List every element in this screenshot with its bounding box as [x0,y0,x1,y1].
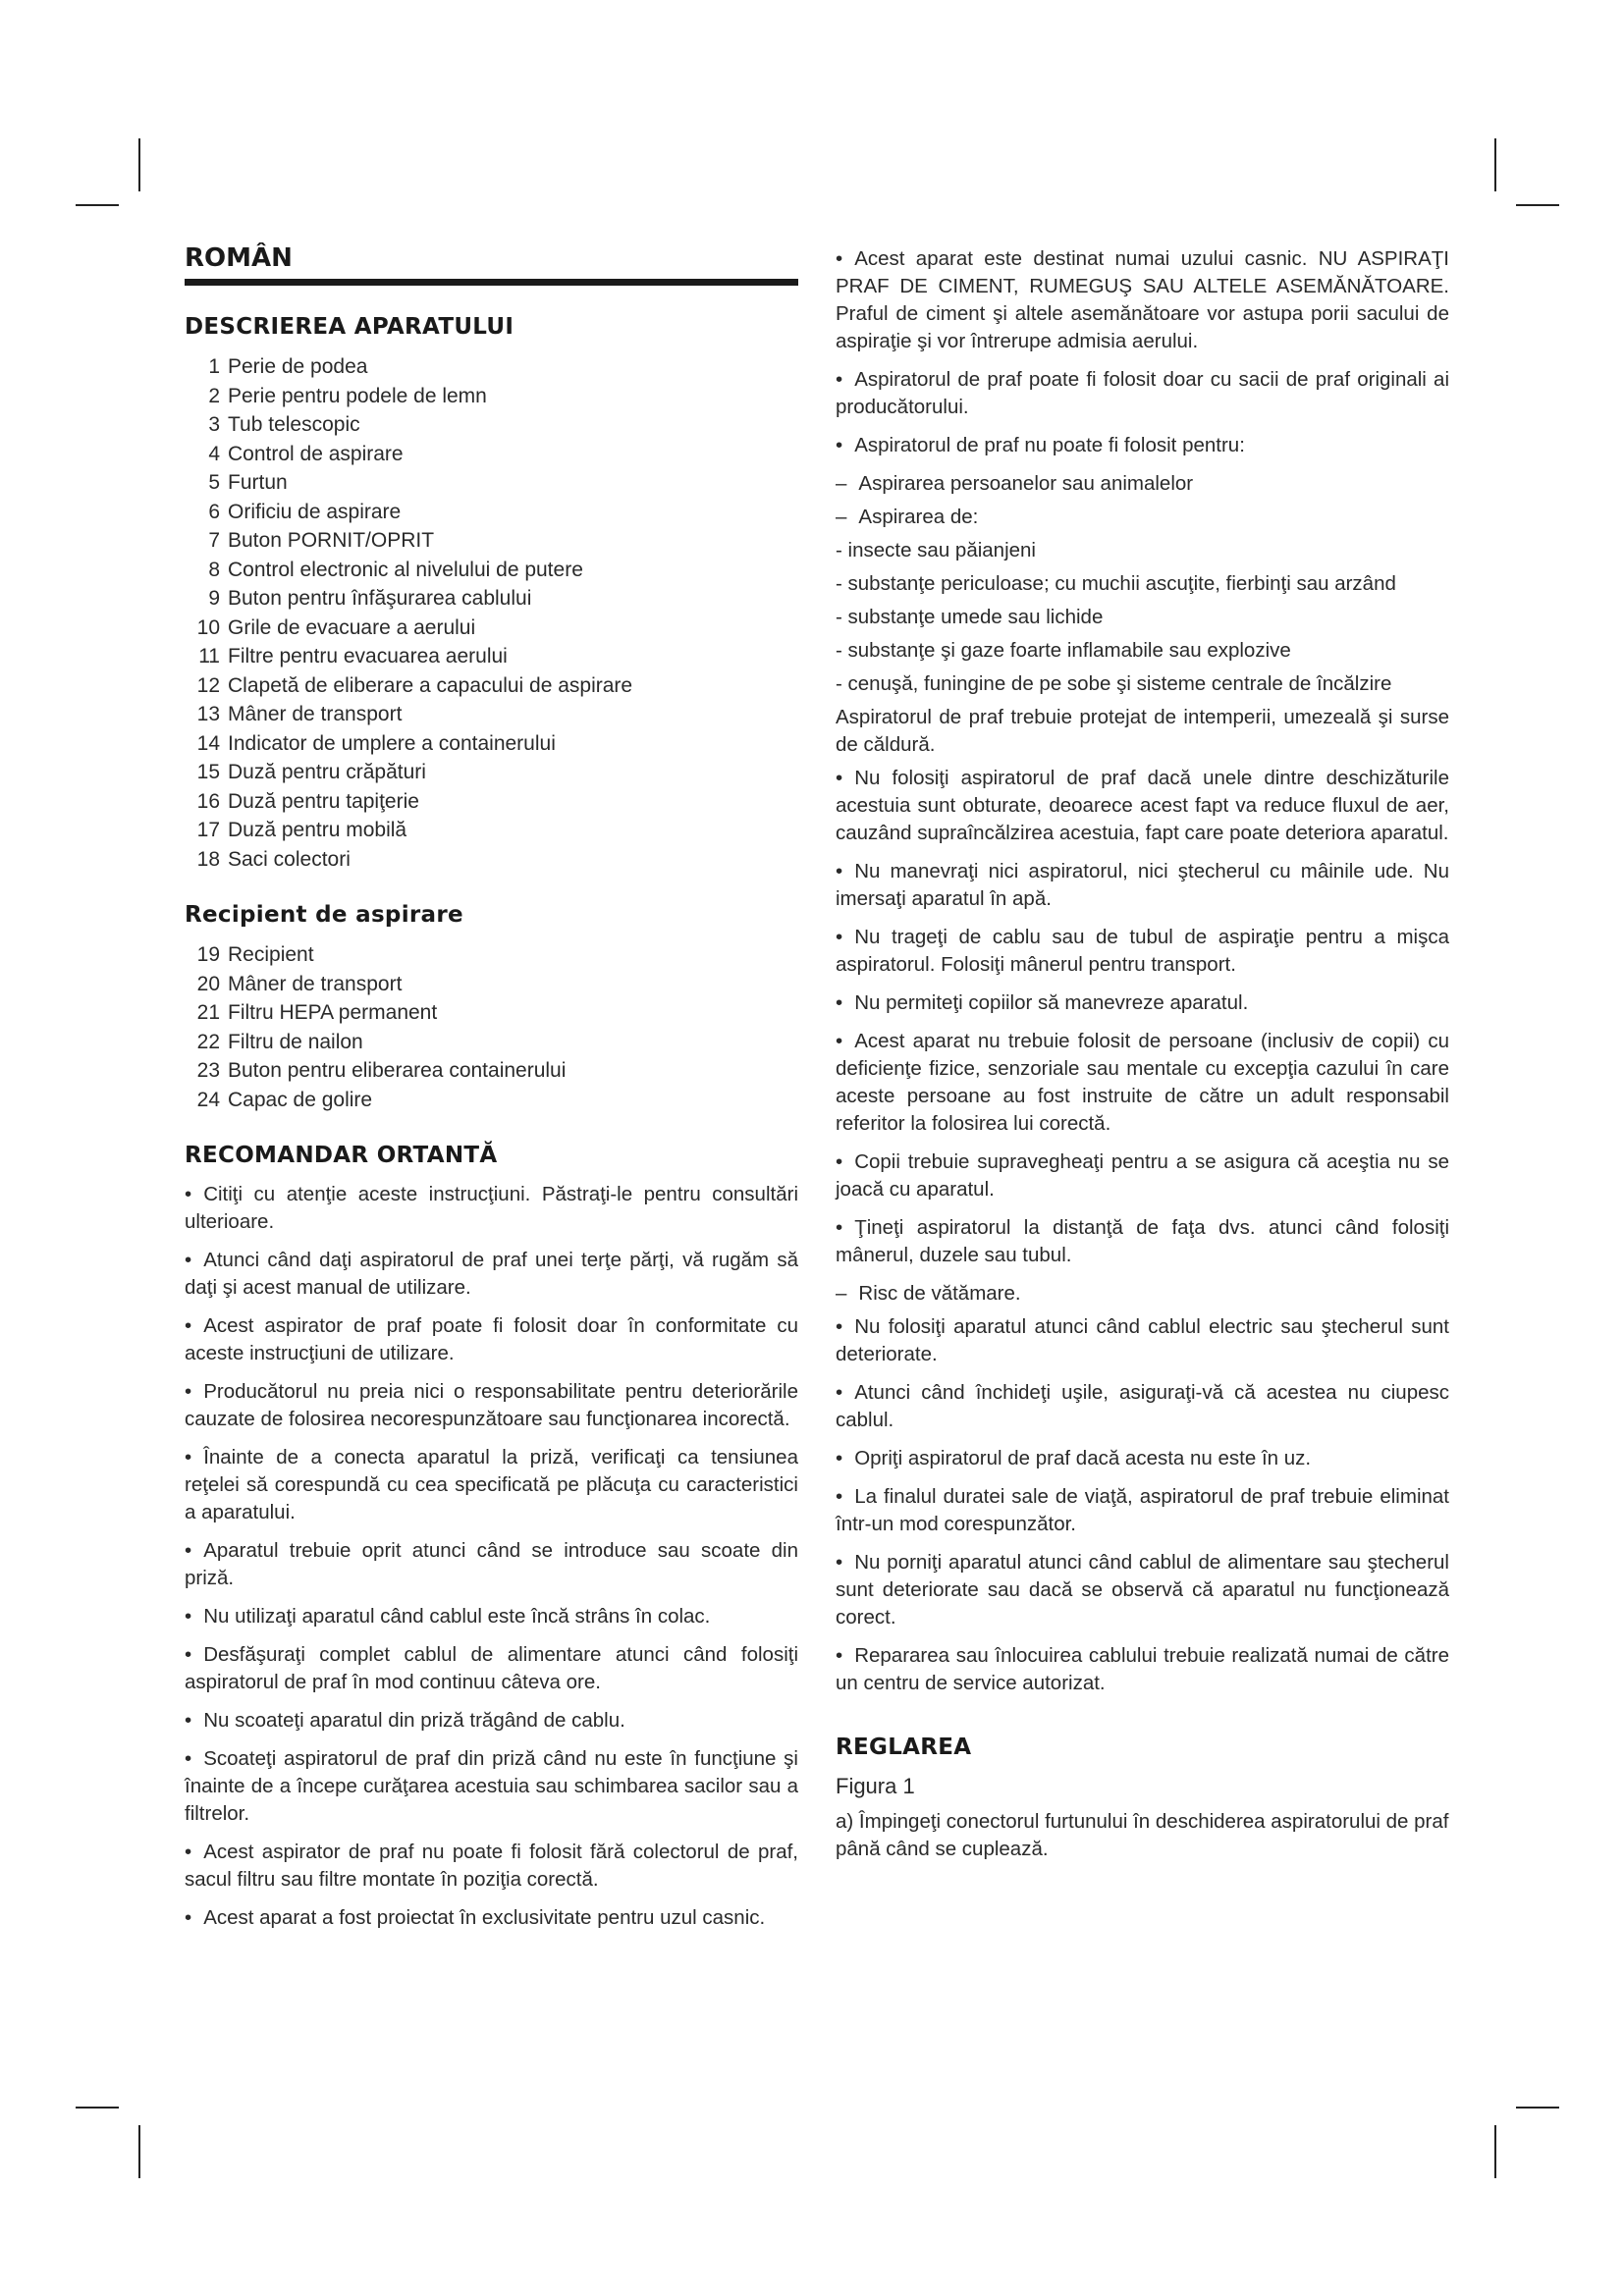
part-label: Filtru HEPA permanent [228,1001,438,1024]
part-number: 21 [196,1001,220,1024]
part-label: Filtre pentru evacuarea aerului [228,645,508,667]
crop-mark-top-right-vertical [1494,138,1496,191]
recommendation-paragraph: - substanţe umede sau lichide [836,606,1104,628]
part-item [185,816,798,845]
part-item [185,1086,798,1115]
crop-mark-bottom-left-vertical [138,2125,140,2178]
part-item [185,1056,798,1086]
part-item [185,440,798,469]
recommendation-paragraph: • Ţineţi aspiratorul la distanţă de faţa dvs. atunci când folosiţi mânerul, duzele sau tubul. [836,1214,1449,1269]
recommendation-paragraph: - substanţe periculoase; cu muchii ascuţite, fierbinţi sau arzând [836,572,1396,595]
part-number: 23 [196,1059,220,1082]
part-label: Furtun [228,471,288,494]
part-label: Buton PORNIT/OPRIT [228,529,435,552]
recommendation-paragraph: • Producătorul nu preia nici o responsabilitate pentru deteriorările cauzate de folosirea necorespunzătoare sau funcţionarea incorectă. [185,1378,798,1433]
crop-mark-top-right-horizontal [1516,204,1559,206]
recommendation-paragraph: • Aspiratorul de praf poate fi folosit doar cu sacii de praf originali ai producătorului. [836,366,1449,421]
recommendation-paragraph: • Nu folosiţi aparatul atunci când cablul electric sau ştecherul sunt deteriorate. [836,1313,1449,1368]
recommendations-right [836,245,1449,1697]
part-label: Mâner de transport [228,703,403,725]
part-label: Duză pentru mobilă [228,819,407,841]
recommendation-paragraph: • Acest aspirator de praf nu poate fi folosit fără colectorul de praf, sacul filtru sau filtre montate în poziţia corectă. [185,1839,798,1894]
recommendation-paragraph: • Acest aparat nu trebuie folosit de persoane (inclusiv de copii) cu deficienţe fizice, senzoriale sau mentale cu excepţia cazului în care aceste persoane au fost instruite de către un adult responsabil referitor la folosirea lui corectă. [836,1028,1449,1138]
recommendation-paragraph: • Nu scoateţi aparatul din priză trăgând de cablu. [185,1707,798,1735]
part-item [185,970,798,999]
part-number: 9 [208,587,220,610]
part-label: Buton pentru eliberarea containerului [228,1059,567,1082]
part-label: Mâner de transport [228,972,403,995]
part-item [185,940,798,970]
recommendation-paragraph: - cenuşă, funingine de pe sobe şi sisteme centrale de încălzire [836,672,1392,695]
part-label: Orificiu de aspirare [228,500,402,523]
figure-label: Figura 1 [836,1774,915,1798]
part-item [185,787,798,817]
right-column [836,245,1449,1874]
part-item [185,614,798,643]
part-item [185,642,798,671]
recommendation-paragraph: • Atunci când închideţi uşile, asiguraţi-vă că acestea nu ciupesc cablul. [836,1379,1449,1434]
part-label: Recipient [228,943,314,966]
recommendation-paragraph: • Copii trebuie supravegheaţi pentru a se asigura că aceştia nu se joacă cu aparatul. [836,1148,1449,1203]
part-label: Perie de podea [228,355,368,378]
part-item [185,1028,798,1057]
recommendation-paragraph: • Scoateţi aspiratorul de praf din priză când nu este în funcţiune şi înainte de a începe curăţarea acestuia sau schimbarea sacilor sau a filtrelor. [185,1745,798,1828]
recommendation-paragraph: • Atunci când daţi aspiratorul de praf unei terţe părţi, vă rugăm să daţi şi acest manual de utilizare. [185,1247,798,1302]
part-label: Indicator de umplere a containerului [228,731,556,755]
part-item [185,352,798,382]
part-number: 14 [196,731,220,755]
part-label: Grile de evacuare a aerului [228,615,476,639]
description-heading: DESCRIEREA APARATULUI [185,314,514,340]
part-label: Buton pentru înfăşurarea cablului [228,587,532,610]
recommendation-paragraph: – Aspirarea persoanelor sau animalelor [836,470,1449,498]
crop-mark-bottom-right-horizontal [1516,2107,1559,2109]
recommendation-paragraph: • Citiţi cu atenţie aceste instrucţiuni. Păstraţi-le pentru consultări ulterioare. [185,1181,798,1236]
adjustment-step-a: a) Împingeţi conectorul furtunului în deschiderea aspiratorului de praf până când se cuplează. [836,1810,1449,1860]
part-number: 4 [208,442,220,465]
adjustment-heading: REGLAREA [836,1735,972,1760]
title-rule [185,279,798,286]
recommendation-paragraph: – Risc de vătămare. [836,1280,1449,1308]
recommendation-paragraph: • Acest aparat a fost proiectat în exclusivitate pentru uzul casnic. [185,1904,798,1932]
part-number: 3 [208,413,220,436]
part-number: 24 [196,1088,220,1111]
part-label: Control de aspirare [228,442,404,465]
container-heading: Recipient de aspirare [185,902,463,928]
recommendation-paragraph: • Opriţi aspiratorul de praf dacă acesta nu este în uz. [836,1445,1449,1472]
part-number: 7 [208,529,220,552]
part-number: 20 [196,972,220,995]
part-item [185,584,798,614]
crop-mark-top-left-vertical [138,138,140,191]
recommendation-paragraph: • Nu trageţi de cablu sau de tubul de aspiraţie pentru a mişca aspiratorul. Folosiţi mânerul pentru transport. [836,924,1449,979]
crop-mark-top-left-horizontal [76,204,119,206]
part-label: Clapetă de eliberare a capacului de aspirare [228,673,633,697]
part-number: 18 [196,847,220,871]
recommendations-heading: RECOMANDAR ORTANTĂ [185,1143,498,1168]
language-title: ROMÂN [185,243,293,273]
recommendation-paragraph: – Aspirarea de: [836,504,1449,531]
recommendation-paragraph: • Aspiratorul de praf nu poate fi folosit pentru: [836,432,1449,459]
part-item [185,526,798,556]
part-number: 1 [208,355,220,378]
part-label: Perie pentru podele de lemn [228,384,487,407]
part-number: 5 [208,471,220,494]
part-item [185,382,798,411]
part-number: 8 [208,558,220,581]
part-number: 12 [196,673,220,697]
part-item [185,998,798,1028]
part-item [185,729,798,759]
part-item [185,556,798,585]
recommendation-paragraph: Aspiratorul de praf trebuie protejat de intemperii, umezeală şi surse de căldură. [836,706,1449,756]
recommendations-left [185,1181,798,1932]
part-number: 10 [196,615,220,639]
part-label: Filtru de nailon [228,1030,363,1053]
recommendation-paragraph: • Repararea sau înlocuirea cablului trebuie realizată numai de către un centru de service autorizat. [836,1642,1449,1697]
part-label: Tub telescopic [228,413,360,436]
part-number: 11 [198,645,220,667]
recommendation-paragraph: • Aparatul trebuie oprit atunci când se introduce sau scoate din priză. [185,1537,798,1592]
part-item [185,700,798,729]
part-number: 16 [196,789,220,813]
recommendation-paragraph: • Desfăşuraţi complet cablul de alimentare atunci când folosiţi aspiratorul de praf în mod continuu câteva ore. [185,1641,798,1696]
part-item [185,758,798,787]
part-number: 15 [196,761,220,783]
parts-list [185,352,798,874]
recommendation-paragraph: • Acest aspirator de praf poate fi folosit doar în conformitate cu aceste instrucţiuni de utilizare. [185,1312,798,1367]
part-label: Duză pentru tapiţerie [228,789,419,813]
part-label: Control electronic al nivelului de putere [228,558,583,581]
left-column [185,243,798,1943]
recommendation-paragraph: • Nu permiteţi copiilor să manevreze aparatul. [836,989,1449,1017]
part-number: 19 [196,943,220,966]
part-item [185,410,798,440]
crop-mark-bottom-left-horizontal [76,2107,119,2109]
recommendation-paragraph: • Nu folosiţi aspiratorul de praf dacă unele dintre deschizăturile acestuia sunt obturate, deoarece acest fapt va reduce fluxul de aer, cauzând supraîncălzirea acestuia, fapt care poate deteriora aparatul. [836,765,1449,847]
recommendation-paragraph: - substanţe şi gaze foarte inflamabile sau explozive [836,639,1291,662]
part-label: Duză pentru crăpături [228,761,426,783]
recommendation-paragraph: • La finalul duratei sale de viaţă, aspiratorul de praf trebuie eliminat într-un mod corespunzător. [836,1483,1449,1538]
part-number: 6 [208,500,220,523]
part-item [185,845,798,875]
part-item [185,671,798,701]
part-number: 17 [196,819,220,841]
recommendation-paragraph: • Înainte de a conecta aparatul la priză, verificaţi ca tensiunea reţelei să corespundă cu cea specificată pe plăcuţa cu caracteristici a aparatului. [185,1444,798,1526]
part-label: Saci colectori [228,847,351,871]
part-item [185,498,798,527]
recommendation-paragraph: - insecte sau păianjeni [836,539,1036,561]
recommendation-paragraph: • Nu utilizaţi aparatul când cablul este încă strâns în colac. [185,1603,798,1630]
part-number: 13 [196,703,220,725]
part-number: 22 [196,1030,220,1053]
recommendation-paragraph: • Acest aparat este destinat numai uzului casnic. NU ASPIRAŢI PRAF DE CIMENT, RUMEGUŞ SAU ALTELE ASEMĂNĂTOARE. Praful de ciment şi altele asemănătoare vor astupa porii sacului de aspiraţie şi vor întrerupe admisia aerului. [836,245,1449,355]
container-parts-list [185,940,798,1114]
recommendation-paragraph: • Nu porniţi aparatul atunci când cablul de alimentare sau ştecherul sunt deteriorate sau dacă se observă că aparatul nu funcţionează corect. [836,1549,1449,1631]
part-label: Capac de golire [228,1088,373,1111]
part-item [185,468,798,498]
recommendation-paragraph: • Nu manevraţi nici aspiratorul, nici ştecherul cu mâinile ude. Nu imersaţi aparatul în apă. [836,858,1449,913]
part-number: 2 [208,384,220,407]
crop-mark-bottom-right-vertical [1494,2125,1496,2178]
